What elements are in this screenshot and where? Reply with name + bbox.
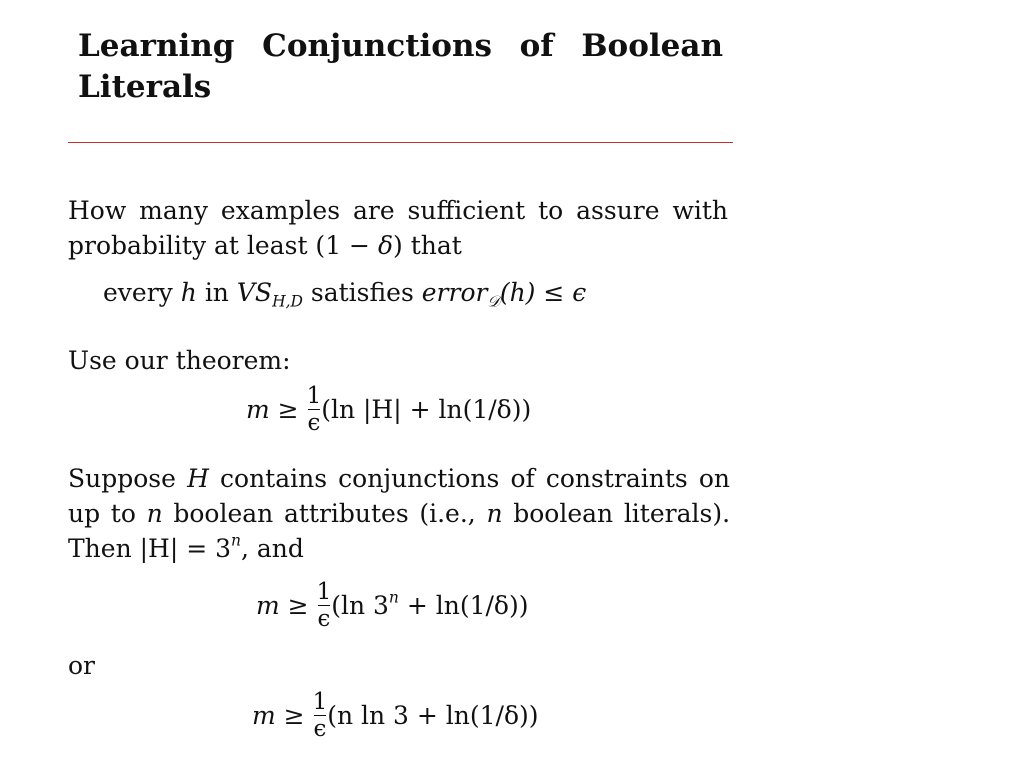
delta-variable: δ bbox=[377, 231, 393, 260]
condition-in: in bbox=[204, 278, 229, 307]
version-space-subscript: H,D bbox=[272, 292, 303, 311]
equation-2-fraction bbox=[317, 580, 332, 631]
suppose-rest: contains conjunctions of constraints on bbox=[220, 464, 731, 493]
equation-2-exponent: n bbox=[388, 588, 399, 607]
suppose-h: H bbox=[187, 464, 209, 493]
question-line-2-end: ) that bbox=[393, 231, 462, 260]
then-end: , and bbox=[241, 534, 304, 563]
suppose-line-1 bbox=[68, 461, 730, 496]
error-term bbox=[421, 278, 587, 311]
use-theorem-text: Use our theorem: bbox=[68, 346, 291, 375]
equation-1-rhs: (ln |H| + ln(1/δ)) bbox=[321, 395, 532, 424]
line2-n1: n bbox=[146, 499, 163, 528]
then-text: Then |H| = 3 bbox=[68, 534, 232, 563]
error-label: error bbox=[421, 278, 488, 307]
condition-h: h bbox=[180, 278, 197, 307]
suppose-line-3 bbox=[68, 531, 304, 563]
error-bound: (h) ≤ ϵ bbox=[499, 278, 587, 307]
question-line-2 bbox=[68, 231, 462, 260]
suppose-word: Suppose bbox=[68, 464, 176, 493]
line2-n2: n bbox=[486, 499, 503, 528]
equation-1-lhs: m ≥ bbox=[246, 395, 299, 424]
equation-2-rhs-start: (ln 3 bbox=[331, 591, 389, 620]
version-space-label: VS bbox=[236, 278, 273, 307]
line2-attributes: boolean attributes (i.e., bbox=[173, 499, 476, 528]
equation-2-numerator: 1 bbox=[316, 579, 332, 605]
question-line-2-text: probability at least (1 − bbox=[68, 231, 378, 260]
slide-title-line-1: Learning Conjunctions of Boolean bbox=[78, 28, 723, 64]
equation-3-rhs: (n ln 3 + ln(1/δ)) bbox=[327, 701, 539, 730]
line2-literals: boolean literals). bbox=[513, 499, 731, 528]
equation-1-denominator: ϵ bbox=[307, 410, 321, 436]
equation-3-denominator: ϵ bbox=[313, 716, 327, 742]
equation-3 bbox=[252, 689, 539, 743]
version-space bbox=[236, 278, 303, 311]
equation-3-numerator: 1 bbox=[312, 689, 328, 715]
suppose-line-2 bbox=[68, 496, 730, 531]
condition-satisfies: satisfies bbox=[310, 278, 414, 307]
or-text: or bbox=[68, 651, 96, 680]
equation-1 bbox=[246, 383, 532, 437]
equation-2-rhs-end: + ln(1/δ)) bbox=[398, 591, 529, 620]
equation-3-fraction bbox=[313, 690, 328, 741]
condition-line bbox=[103, 278, 586, 311]
equation-1-fraction bbox=[307, 384, 322, 435]
question-paragraph bbox=[68, 193, 728, 263]
condition-every: every bbox=[103, 278, 173, 307]
then-exponent: n bbox=[231, 531, 241, 550]
question-line-1: How many examples are sufficient to assure with bbox=[68, 196, 728, 225]
equation-2 bbox=[256, 579, 529, 633]
title-divider bbox=[68, 142, 733, 143]
slide-title bbox=[78, 26, 723, 108]
suppose-paragraph bbox=[68, 461, 730, 566]
slide-title-line-2: Literals bbox=[78, 69, 212, 105]
error-subscript: 𝒟 bbox=[487, 292, 500, 311]
equation-1-numerator: 1 bbox=[306, 383, 322, 409]
line2-upto: up to bbox=[68, 499, 136, 528]
equation-2-denominator: ϵ bbox=[317, 606, 331, 632]
equation-2-lhs: m ≥ bbox=[256, 591, 309, 620]
equation-3-lhs: m ≥ bbox=[252, 701, 305, 730]
